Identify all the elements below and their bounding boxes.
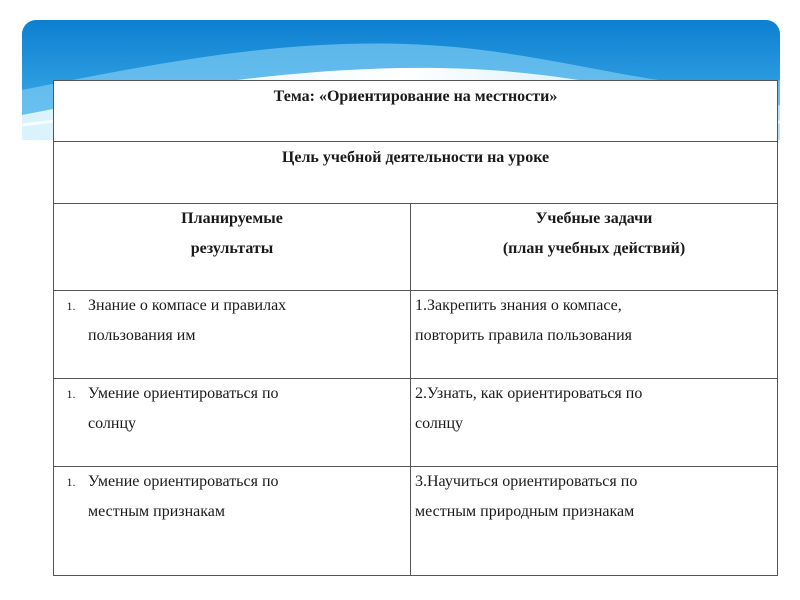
task-line: 2.Узнать, как ориентироваться по	[415, 385, 643, 402]
task-line: солнцу	[415, 415, 463, 432]
lesson-plan-table	[53, 80, 778, 576]
row-number: 1.	[66, 475, 76, 489]
goal-row	[54, 142, 778, 204]
row-number: 1.	[66, 299, 76, 313]
result-line: местным признакам	[88, 503, 226, 520]
table-row	[54, 379, 778, 467]
task-line: 1.Закрепить знания о компасе,	[415, 297, 622, 314]
table-row	[54, 467, 778, 576]
task-line: 3.Научиться ориентироваться по	[415, 473, 638, 490]
result-line: Знание о компасе и правилах	[88, 297, 287, 314]
results-header	[54, 204, 411, 291]
topic-title: Тема: «Ориентирование на местности»	[273, 88, 558, 105]
task-cell	[411, 291, 778, 379]
result-cell	[54, 467, 411, 576]
header-row	[54, 204, 778, 291]
task-line: повторить правила пользования	[415, 327, 633, 344]
result-line: солнцу	[88, 415, 136, 432]
topic-cell	[54, 81, 778, 142]
task-cell	[411, 379, 778, 467]
goal-cell	[54, 142, 778, 204]
table-row	[54, 291, 778, 379]
topic-row	[54, 81, 778, 142]
task-line: местным природным признакам	[415, 503, 635, 520]
task-cell	[411, 467, 778, 576]
result-cell	[54, 291, 411, 379]
goal-title: Цель учебной деятельности на уроке	[281, 149, 550, 166]
result-line: Умение ориентироваться по	[88, 385, 279, 402]
result-line: пользования им	[88, 327, 196, 344]
tasks-header-line1: Учебные задачи	[535, 210, 653, 227]
results-header-line2: результаты	[190, 240, 274, 257]
result-line: Умение ориентироваться по	[88, 473, 279, 490]
row-number: 1.	[66, 387, 76, 401]
result-cell	[54, 379, 411, 467]
results-header-line1: Планируемые	[181, 210, 283, 227]
tasks-header	[411, 204, 778, 291]
tasks-header-line2: (план учебных действий)	[502, 240, 686, 257]
